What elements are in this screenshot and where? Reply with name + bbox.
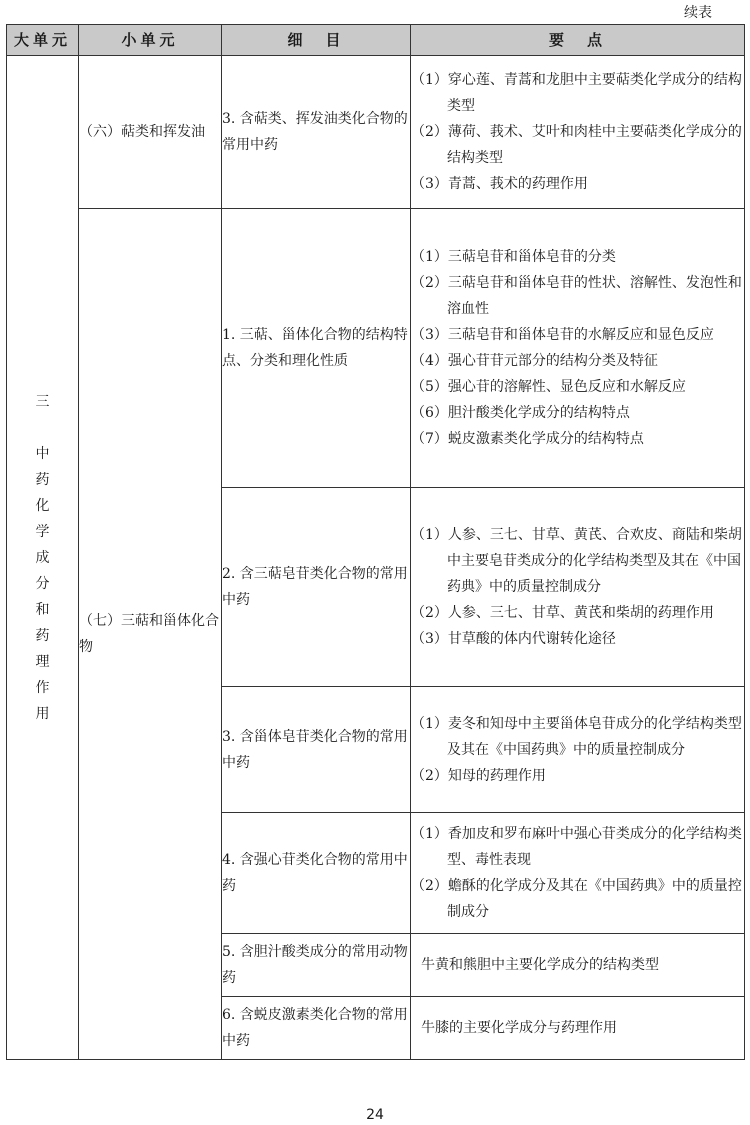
detail-cell: 1. 三萜、甾体化合物的结构特点、分类和理化性质 <box>222 209 411 488</box>
detail-cell: 5. 含胆汁酸类成分的常用动物药 <box>222 934 411 997</box>
key-point: （2）三萜皂苷和甾体皂苷的性状、溶解性、发泡性和溶血性 <box>411 275 742 317</box>
key-point: 牛膝的主要化学成分与药理作用 <box>421 1020 617 1036</box>
major-unit-number: 三 <box>35 393 50 410</box>
major-unit-title-char: 和 <box>35 601 50 618</box>
key-point: （3）甘草酸的体内代谢转化途径 <box>411 631 616 647</box>
key-point: （1）三萜皂苷和甾体皂苷的分类 <box>411 249 616 265</box>
key-point: （2）薄荷、莪术、艾叶和肉桂中主要萜类化学成分的结构类型 <box>411 124 742 166</box>
page-number: 24 <box>366 1107 384 1123</box>
major-unit-title-char: 成 <box>35 549 50 566</box>
detail-cell: 2. 含三萜皂苷类化合物的常用中药 <box>222 488 411 687</box>
key-points-cell <box>411 997 745 1060</box>
major-unit-title-char: 药 <box>35 471 50 488</box>
key-point: （3）青蒿、莪术的药理作用 <box>411 176 588 192</box>
header-key-points: 要 点 <box>411 25 745 56</box>
key-point: （1）人参、三七、甘草、黄芪、合欢皮、商陆和柴胡中主要皂苷类成分的化学结构类型及其在《中国药典》中的质量控制成分 <box>411 527 742 595</box>
key-point: （2）知母的药理作用 <box>411 767 546 784</box>
key-points-cell <box>411 687 745 813</box>
key-point: （1）香加皮和罗布麻叶中强心苷类成分的化学结构类型、毒性表现 <box>411 826 742 868</box>
detail-cell: 6. 含蜕皮激素类化合物的常用中药 <box>222 997 411 1060</box>
major-unit-title-char: 中 <box>35 445 50 462</box>
key-point: （7）蜕皮激素类化学成分的结构特点 <box>411 431 644 447</box>
major-unit-title-char: 理 <box>35 653 50 670</box>
major-unit-title-char: 学 <box>35 523 50 540</box>
key-points-cell <box>411 488 745 687</box>
syllabus-table <box>6 24 745 1060</box>
key-point: 牛黄和熊胆中主要化学成分的结构类型 <box>421 957 659 973</box>
key-point: （3）三萜皂苷和甾体皂苷的水解反应和显色反应 <box>411 327 714 343</box>
table-row <box>7 56 745 209</box>
key-points-cell <box>411 209 745 488</box>
key-point: （4）强心苷苷元部分的结构分类及特征 <box>411 353 658 369</box>
key-points-cell <box>411 934 745 997</box>
major-unit-title-char: 用 <box>35 705 50 722</box>
key-point: （2）人参、三七、甘草、黄芪和柴胡的药理作用 <box>411 605 714 621</box>
table-row <box>7 209 745 488</box>
key-point: （5）强心苷的溶解性、显色反应和水解反应 <box>411 379 686 395</box>
major-unit-cell <box>7 56 79 1060</box>
header-minor-unit: 小单元 <box>79 25 222 56</box>
key-point: （1）穿心莲、青蒿和龙胆中主要萜类化学成分的结构类型 <box>411 72 742 114</box>
major-unit-title-char: 分 <box>35 575 50 592</box>
minor-unit-seven: （七）三萜和甾体化合物 <box>79 209 222 1060</box>
key-points-cell <box>411 813 745 934</box>
detail-cell: 3. 含萜类、挥发油类化合物的常用中药 <box>222 56 411 209</box>
key-point: （6）胆汁酸类化学成分的结构特点 <box>411 405 630 421</box>
key-points-cell <box>411 56 745 209</box>
header-detail: 细 目 <box>222 25 411 56</box>
detail-cell: 3. 含甾体皂苷类化合物的常用中药 <box>222 687 411 813</box>
table-header-row <box>7 25 745 56</box>
header-major-unit: 大单元 <box>7 25 79 56</box>
minor-unit-six: （六）萜类和挥发油 <box>79 56 222 209</box>
major-unit-title-char: 作 <box>35 679 50 696</box>
continued-label: 续表 <box>684 5 712 21</box>
detail-cell: 4. 含强心苷类化合物的常用中药 <box>222 813 411 934</box>
major-unit-title-char: 化 <box>35 497 50 514</box>
key-point: （2）蟾酥的化学成分及其在《中国药典》中的质量控制成分 <box>411 878 742 920</box>
key-point: （1）麦冬和知母中主要甾体皂苷成分的化学结构类型及其在《中国药典》中的质量控制成分 <box>411 715 742 758</box>
major-unit-title-char: 药 <box>35 627 50 644</box>
